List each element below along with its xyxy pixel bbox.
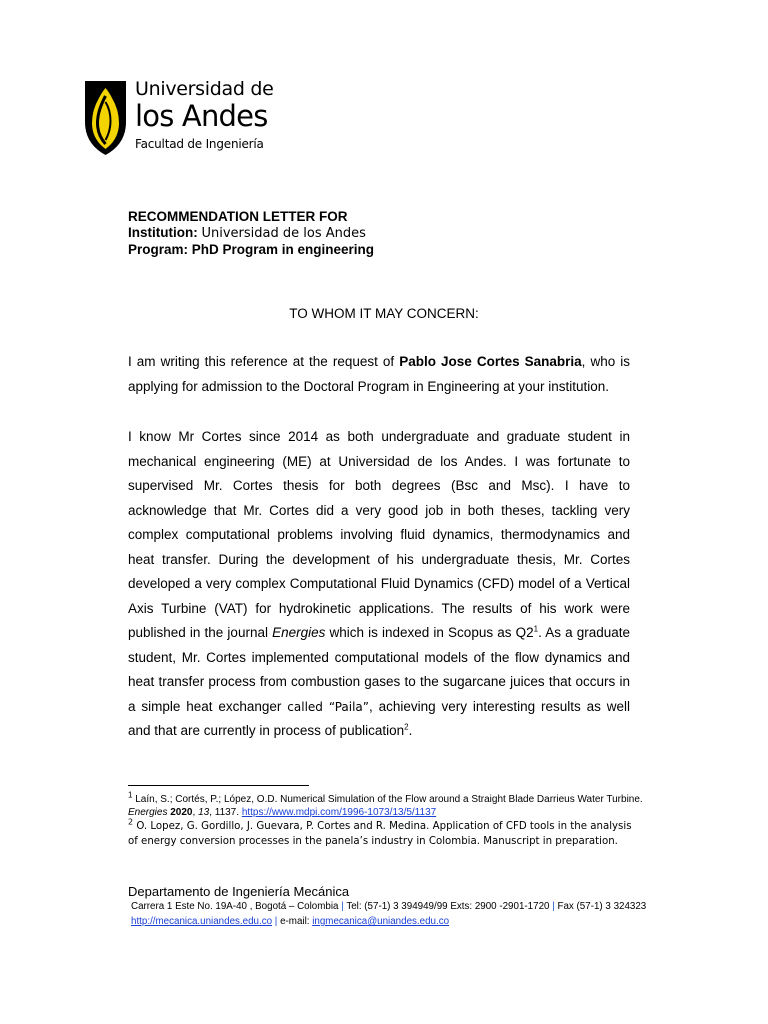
journal-name: Energies bbox=[272, 625, 326, 640]
footnote-1 bbox=[128, 790, 648, 819]
footnote-1-mark: 1 bbox=[128, 790, 133, 800]
separator: | bbox=[341, 901, 344, 912]
email-label: e-mail: bbox=[280, 916, 313, 927]
separator: | bbox=[274, 916, 278, 927]
footnote-ref-1: 1 bbox=[533, 624, 539, 634]
department-email-link[interactable]: ingmecanica@uniandes.edu.co bbox=[312, 916, 450, 927]
department-name: Departamento de Ingeniería Mecánica bbox=[128, 884, 350, 899]
intro-before: I am writing this reference at the request of bbox=[128, 354, 400, 369]
bg-part1: I know Mr Cortes since 2014 as both undergraduate and graduate student in mechanical engineering (ME) at Universidad de los Andes. I was fortunate to supervised Mr. Cortes thesis for both degrees (Bsc and Msc). I have to acknowledge that Mr. Cortes did a very good job in both theses, tackling very complex computational problems involving fluid dynamics, thermodynamics and heat transfer. During the development of his undergraduate thesis, Mr. Cortes developed a very complex Computational Fluid Dynamics (CFD) model of a Vertical Axis Turbine (VAT) for hydrokinetic applications. The results of his work were published in the journal bbox=[128, 429, 630, 640]
footnote-1-text-b: , 1137. bbox=[209, 807, 242, 818]
intro-after: , who is applying for admission to the Doctoral Program in Engineering at your institution. bbox=[128, 354, 630, 394]
footnote-1-journal: Energies bbox=[128, 807, 168, 818]
department-website-link[interactable]: http://mecanica.uniandes.edu.co bbox=[131, 916, 273, 927]
footnote-1-volume: 13 bbox=[198, 807, 210, 818]
paragraph-background bbox=[128, 425, 630, 744]
footnote-divider bbox=[128, 785, 309, 786]
footnote-1-text-a: Laín, S.; Cortés, P.; López, O.D. Numerical Simulation of the Flow around a Straight Blade Darrieus Water Turbine. bbox=[132, 794, 643, 805]
heading-institution bbox=[128, 225, 374, 242]
footnote-2 bbox=[128, 819, 638, 849]
heading-program: Program: PhD Program in engineering bbox=[128, 242, 375, 257]
bg-end: . bbox=[408, 723, 413, 738]
footnote-2-mark: 2 bbox=[128, 817, 134, 827]
institution-value: Universidad de los Andes bbox=[201, 226, 366, 241]
heading-title: RECOMMENDATION LETTER FOR bbox=[128, 209, 348, 224]
department-address-line bbox=[131, 901, 646, 912]
candidate-name: Pablo Jose Cortes Sanabria bbox=[399, 354, 582, 369]
bg-part4: , achieving very interesting results as well and that are currently in process of publication bbox=[128, 698, 631, 738]
department-address: Carrera 1 Este No. 19A-40 , Bogotá – Colombia bbox=[131, 901, 339, 912]
bg-part3: . As a graduate student, Mr. Cortes implemented computational models of the flow dynamics and heat transfer process from combustion gases to the sugarcane juices that occurs in a simple heat exchanger bbox=[128, 625, 630, 714]
footnote-1-year: 2020 bbox=[170, 807, 193, 818]
logo-line-faculty: Facultad de Ingeniería bbox=[135, 137, 264, 151]
letter-heading bbox=[128, 209, 374, 258]
logo-line-los-andes: los Andes bbox=[135, 99, 268, 133]
footnote-1-sep: , bbox=[192, 807, 199, 818]
paragraph-introduction bbox=[128, 350, 630, 399]
department-phone: Tel: (57-1) 3 394949/99 Exts: 2900 -2901-1720 bbox=[346, 901, 550, 912]
logo-line-university: Universidad de bbox=[135, 78, 274, 100]
institution-label: Institution: bbox=[128, 225, 202, 240]
footnote-2-text: O. Lopez, G. Gordillo, J. Guevara, P. Cortes and R. Medina. Application of CFD tools in the analysis of energy conversion processes in the panela’s industry in Colombia. Manuscript in preparation. bbox=[128, 821, 632, 847]
footnote-1-link[interactable]: https://www.mdpi.com/1996-1073/13/5/1137 bbox=[241, 807, 437, 818]
bg-part2: which is indexed in Scopus as Q2 bbox=[325, 625, 534, 640]
department-fax: Fax (57-1) 3 324323 bbox=[557, 901, 647, 912]
footnotes bbox=[128, 790, 648, 849]
salutation: TO WHOM IT MAY CONCERN: bbox=[289, 306, 479, 321]
department-links-line bbox=[131, 916, 449, 927]
bg-called-paila: called “Paila” bbox=[287, 699, 369, 714]
separator: | bbox=[552, 901, 555, 912]
footnote-ref-2: 2 bbox=[404, 722, 409, 732]
